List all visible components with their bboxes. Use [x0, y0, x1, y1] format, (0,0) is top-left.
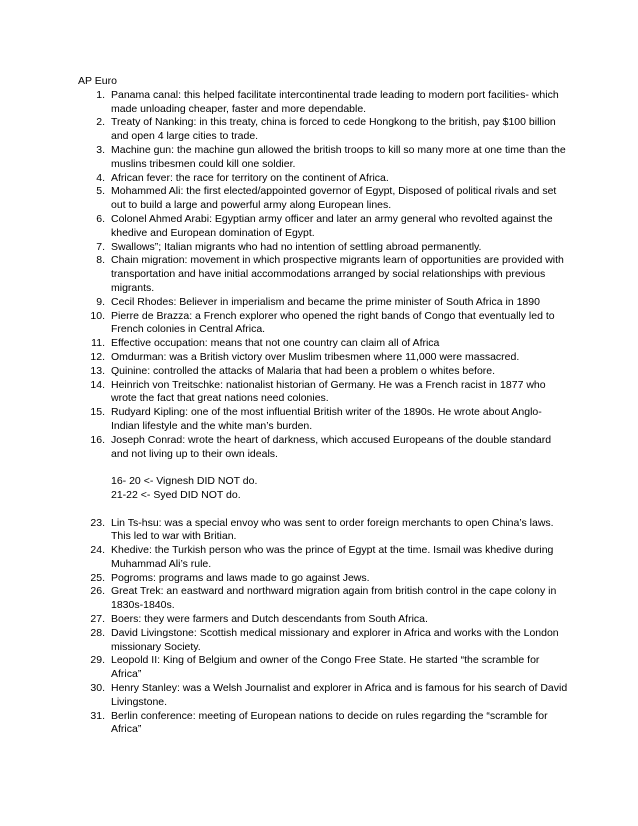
item-text: Panama canal: this helped facilitate intercontinental trade leading to modern port facilities- which made unloading cheaper, faster and more dependable. [111, 88, 559, 115]
list-item [78, 379, 570, 407]
item-number: 5. [96, 185, 105, 198]
item-number: 29. [90, 654, 105, 667]
list-item [78, 213, 570, 241]
list-item [78, 654, 570, 682]
list-item [78, 585, 570, 613]
item-text: Berlin conference: meeting of European nations to decide on rules regarding the “scramble for Africa” [111, 709, 548, 736]
list-item [78, 517, 570, 545]
item-number: 1. [96, 88, 105, 101]
item-number: 27. [90, 613, 105, 626]
notes-block [78, 475, 570, 503]
item-number: 31. [90, 709, 105, 722]
list-item [78, 572, 570, 586]
item-text: Lin Ts-hsu: was a special envoy who was sent to order foreign merchants to open China’s laws. This led to war with Britian. [111, 516, 554, 543]
list-item [78, 406, 570, 434]
list-item [78, 89, 570, 117]
term-list-part-1 [78, 89, 570, 462]
item-number: 9. [96, 295, 105, 308]
item-text: Omdurman: was a British victory over Muslim tribesmen where 11,000 were massacred. [111, 350, 520, 363]
item-text: Treaty of Nanking: in this treaty, china is forced to cede Hongkong to the british, pay $100 billion and open 4 large cities to trade. [111, 116, 556, 143]
item-text: Cecil Rhodes: Believer in imperialism and became the prime minister of South Africa in 1890 [111, 295, 540, 308]
list-item [78, 241, 570, 255]
item-text: Great Trek: an eastward and northward migration again from british control in the cape colony in 1830s-1840s. [111, 585, 557, 612]
item-number: 30. [90, 682, 105, 695]
list-item [78, 185, 570, 213]
item-text: Quinine: controlled the attacks of Malaria that had been a problem o whites before. [111, 364, 496, 377]
item-number: 24. [90, 544, 105, 557]
item-text: Henry Stanley: was a Welsh Journalist and explorer in Africa and is famous for his search of David Livingstone. [111, 682, 568, 708]
item-text: Rudyard Kipling: one of the most influential British writer of the 1890s. He wrote about Anglo-Indian lifestyle and the white man’s burden. [111, 406, 542, 432]
list-item [78, 682, 570, 710]
list-item [78, 172, 570, 186]
item-number: 13. [90, 364, 105, 377]
list-item [78, 627, 570, 655]
list-item [78, 337, 570, 351]
item-text: Pogroms: programs and laws made to go against Jews. [111, 571, 370, 584]
item-text: Chain migration: movement in which prospective migrants learn of opportunities are provided with transportation and have initial accommodations arranged by social relationships with previous migrants. [111, 254, 564, 294]
item-text: Joseph Conrad: wrote the heart of darkness, which accused Europeans of the double standard and not living up to their own ideals. [111, 433, 552, 460]
item-number: 25. [90, 571, 105, 584]
note-line: 16- 20 <- Vignesh DID NOT do. [111, 475, 258, 488]
item-number: 15. [90, 406, 105, 419]
item-number: 10. [90, 309, 105, 322]
item-text: Khedive: the Turkish person who was the prince of Egypt at the time. Ismail was khedive during Muhammad Ali’s rule. [111, 544, 554, 570]
item-number: 23. [90, 516, 105, 529]
item-text: Machine gun: the machine gun allowed the british troops to kill so many more at one time than the muslins tribesmen could kill one soldier. [111, 143, 566, 170]
note-line: 21-22 <- Syed DID NOT do. [111, 488, 241, 501]
item-number: 26. [90, 585, 105, 598]
item-number: 4. [96, 171, 105, 184]
item-text: Pierre de Brazza: a French explorer who opened the right bands of Congo that eventually led to French colonies in Central Africa. [111, 309, 555, 336]
item-text: African fever: the race for territory on the continent of Africa. [111, 171, 389, 184]
item-text: Mohammed Ali: the first elected/appointed governor of Egypt, Disposed of political rivals and set out to build a large and powerful army along European lines. [111, 185, 557, 212]
document-body [78, 75, 570, 737]
item-text: Swallows”; Italian migrants who had no intention of settling abroad permanently. [111, 240, 482, 253]
item-number: 12. [90, 350, 105, 363]
item-text: David Livingstone: Scottish medical missionary and explorer in Africa and works with the London missionary Society. [111, 626, 559, 653]
item-number: 28. [90, 626, 105, 639]
item-number: 8. [96, 254, 105, 267]
item-number: 3. [96, 143, 105, 156]
item-number: 7. [96, 240, 105, 253]
item-text: Leopold II: King of Belgium and owner of the Congo Free State. He started “the scramble for Africa” [111, 654, 540, 681]
term-list-part-2 [78, 517, 570, 738]
list-item [78, 254, 570, 295]
item-text: Colonel Ahmed Arabi: Egyptian army officer and later an army general who revolted against the khedive and European domination of Egypt. [111, 212, 553, 239]
list-item [78, 434, 570, 462]
item-number: 6. [96, 212, 105, 225]
list-item [78, 116, 570, 144]
list-item [78, 365, 570, 379]
document-title: AP Euro [78, 75, 117, 87]
list-item [78, 544, 570, 572]
list-item [78, 710, 570, 738]
list-item [78, 296, 570, 310]
item-number: 16. [90, 433, 105, 446]
list-item [78, 613, 570, 627]
item-text: Heinrich von Treitschke: nationalist historian of Germany. He was a French racist in 1877 who wrote the fact that great nations need colonies. [111, 378, 546, 405]
list-item [78, 144, 570, 172]
item-number: 11. [91, 337, 105, 350]
item-text: Effective occupation: means that not one country can claim all of Africa [111, 337, 440, 350]
item-number: 2. [96, 116, 105, 129]
list-item [78, 310, 570, 338]
list-item [78, 351, 570, 365]
item-text: Boers: they were farmers and Dutch descendants from South Africa. [111, 613, 428, 626]
item-number: 14. [90, 378, 105, 391]
